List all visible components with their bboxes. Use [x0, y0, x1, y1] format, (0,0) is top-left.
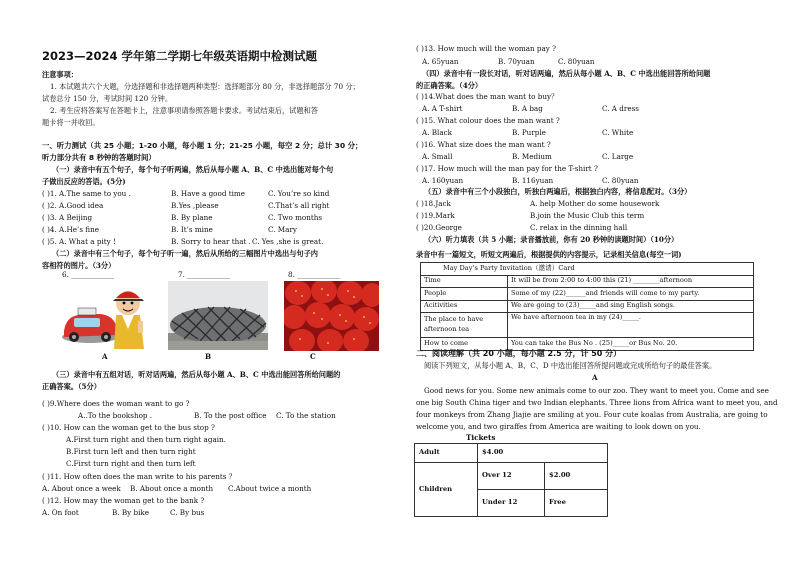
q10-a: A.First turn right and then turn right again. — [66, 435, 226, 444]
q15-a: A. Black — [422, 128, 453, 137]
q12-b: B. By bike — [112, 508, 149, 517]
row-value: It will be from 2:00 to 4:00 this (21) ________afternoon — [508, 275, 754, 288]
q14-b: B. A bag — [512, 104, 543, 113]
pic-question-7: 7. ____________ — [178, 270, 231, 279]
q5-b: B. Sorry to hear that . — [171, 237, 251, 246]
row-value: We have afternoon tea in my (24)_____. — [508, 313, 754, 338]
q10-b: B.First turn left and then turn right — [66, 447, 196, 456]
q16-a: A. Small — [422, 152, 453, 161]
q17-b: B. 116yuan — [512, 176, 554, 185]
table-row — [415, 463, 608, 490]
pic-label-a: A — [102, 352, 108, 361]
q1-b: B. Have a good time — [171, 189, 245, 198]
invitation-title: May Day’s Party Invitation（邀请）Card — [421, 263, 754, 276]
q11-b: B. About once a month — [130, 484, 214, 493]
q13-b: B. 70yuan — [498, 57, 535, 66]
q9-b: B. To the post office — [194, 411, 267, 420]
q1-c: C. You’re so kind — [268, 189, 330, 198]
q5-c: C. Yes ,she is great. — [252, 237, 324, 246]
q9-stem: ( )9.Where does the woman want to go ? — [42, 399, 190, 408]
q10-stem: ( )10. How can the woman get to the bus stop ? — [42, 423, 215, 432]
table-row — [421, 313, 754, 338]
q15-b: B. Purple — [512, 128, 546, 137]
q12-a: A. On foot — [42, 508, 79, 517]
q12-stem: ( )12. How may the woman get to the bank ? — [42, 496, 205, 505]
q17-c: C. 80yuan — [602, 176, 639, 185]
q9-c: C. To the station — [276, 411, 336, 420]
invitation-title-row — [421, 263, 754, 276]
tickets-table — [414, 443, 608, 517]
part2-instruction: （二）录音中有三个句子，每个句子听一遍，然后从所给的三幅图片中选出与句子内 — [52, 249, 318, 258]
q2-c: C.That’s all right — [268, 201, 330, 210]
q12-c: C. By bus — [170, 508, 205, 517]
notice-1b: 试卷总分 150 分，考试时间 120 分钟。 — [42, 94, 173, 103]
notice-heading: 注意事项： — [42, 70, 78, 79]
part3-instruction-2: 正确答案。（5分） — [42, 382, 101, 391]
stadium-picture — [168, 281, 268, 350]
q4-a: ( )4. A.He’s fine — [42, 225, 99, 234]
under-12-price: Free — [545, 490, 608, 517]
q3-a: ( )3. A Beijing — [42, 213, 93, 222]
part6-instruction: （六）听力填表（共 5 小题；录音播放前，你有 20 秒钟的读题时间）（10分） — [424, 235, 679, 244]
row-label: People — [421, 288, 508, 301]
q18-name: ( )18.Jack — [416, 199, 451, 208]
part3-instruction: （三）录音中有五组对话，听对话两遍，然后从每小题 A、B、C 中选出能回答所给问题的 — [52, 370, 341, 379]
passage-line-4: welcome you, and two giraffes from America are waiting to look down on you. — [416, 422, 701, 431]
strawberries-picture — [284, 281, 379, 351]
pic-question-8: 8. ____________ — [288, 270, 341, 279]
q9-a: A..To the bookshop . — [78, 411, 153, 420]
pic-label-c: C — [310, 352, 316, 361]
q16-b: B. Medium — [512, 152, 552, 161]
q5-a: ( )5. A. What a pity ! — [42, 237, 116, 246]
row-value: Some of my (22)______and friends will come to my party. — [508, 288, 754, 301]
part2-instruction-2: 容相符的图片。（3分） — [42, 261, 116, 270]
table-row — [421, 288, 754, 301]
notice-1a: 1. 本试题共六个大题，分选择题和非选择题两种类型：选择题部分 80 分，非选择题部分 70 分； — [50, 82, 360, 91]
adult-price: $4.00 — [478, 444, 608, 463]
q19-name: ( )19.Mark — [416, 211, 455, 220]
q2-b: B.Yes ,please — [171, 201, 219, 210]
passage-line-2: one big South China tiger and two Indian elephants. Three lions from Africa want to meet you, and — [416, 398, 778, 407]
q4-b: B. It’s mine — [171, 225, 213, 234]
pic-label-b: B — [205, 352, 212, 361]
section2-heading: 二、阅读理解（共 20 小题，每小题 2.5 分，计 50 分） — [416, 349, 622, 358]
q10-c: C.First turn right and then turn left — [66, 459, 196, 468]
q18-option: A. help Mother do some housework — [530, 199, 660, 208]
notice-2a: 2. 考生应将答案写在答题卡上，注意事项请参照答题卡要求。考试结束后，试题和答 — [50, 106, 318, 115]
q19-option: B.join the Music Club this term — [530, 211, 645, 220]
row-label — [421, 313, 508, 338]
q17-stem: ( )17. How much will the man pay for the T-shirt ? — [416, 164, 598, 173]
q20-option: C. relax in the dinning hall — [530, 223, 628, 232]
row-label: Acitivities — [421, 300, 508, 313]
tickets-caption: Tickets — [466, 433, 496, 442]
q14-a: A. A T-shirt — [422, 104, 463, 113]
section1-heading: 一、听力测试（共 25 小题；1-20 小题，每小题 1 分；21-25 小题，每空 2 分；总计 30 分； — [42, 141, 363, 150]
table-row — [421, 300, 754, 313]
row-label-line1: The place to have — [424, 315, 484, 324]
pic-question-6: 6. ____________ — [62, 270, 115, 279]
q3-b: B. By plane — [171, 213, 213, 222]
q13-c: C. 80yuan — [558, 57, 595, 66]
q13-stem: ( )13. How much will the woman pay ? — [416, 44, 556, 53]
part6-note: 录音中有一篇短文，听短文两遍后，根据提供的内容提示，记录相关信息(每空一词) — [416, 250, 682, 259]
passage-label: A — [592, 373, 598, 382]
row-value: We are going to (23)_____and sing English songs. — [508, 300, 754, 313]
passage-line-1: Good news for you. Some new animals come to our zoo. They want to meet you. Come and see — [424, 386, 769, 395]
q14-stem: ( )14.What does the man want to buy？ — [416, 92, 559, 101]
over-12-price: $2.00 — [545, 463, 608, 490]
notice-2b: 题卡将一并收回。 — [42, 118, 100, 127]
taxi-driver-picture — [60, 281, 155, 351]
q2-a: ( )2. A.Good idea — [42, 201, 104, 210]
row-label: Time — [421, 275, 508, 288]
q14-c: C. A dress — [602, 104, 639, 113]
row-label: How to come — [421, 338, 508, 351]
q16-stem: ( )16. What size does the man want ? — [416, 140, 551, 149]
q16-c: C. Large — [602, 152, 634, 161]
passage-line-3: four monkeys from Zhang Jiajie are smiling at you. Four cute koalas from Australia, are going to — [416, 410, 768, 419]
adult-label: Adult — [415, 444, 478, 463]
q4-c: C. Mary — [268, 225, 297, 234]
exam-title: 2023—2024 学年第二学期七年级英语期中检测试题 — [42, 49, 318, 63]
row-label-line2: afternoon tea — [424, 325, 470, 333]
q13-a: A. 65yuan — [422, 57, 459, 66]
table-row — [421, 275, 754, 288]
q20-name: ( )20.George — [416, 223, 462, 232]
q15-stem: ( )15. What colour does the man want ? — [416, 116, 560, 125]
part4-instruction-2: 的正确答案。（4分） — [416, 81, 483, 90]
row-value: You can take the Bus No . (25)_____or Bus No. 20. — [508, 338, 754, 351]
q3-c: C. Two months — [268, 213, 323, 222]
part1-instruction: （一）录音中有五个句子，每个句子听两遍，然后从每小题 A、B、C 中选出能对每个句 — [52, 165, 334, 174]
section2-instruction: 阅读下列短文，从每小题 A、B、C、D 中选出能回答所提问题或完成所给句子的最佳答案。 — [424, 361, 717, 370]
q11-c: C.About twice a month — [228, 484, 312, 493]
under-12-label: Under 12 — [478, 490, 545, 517]
over-12-label: Over 12 — [478, 463, 545, 490]
part1-instruction-2: 子做出反应的答语。(5分) — [42, 177, 126, 186]
part4-instruction: （四）录音中有一段长对话，听对话两遍，然后从每小题 A、B、C 中选出能回答所给问题 — [422, 69, 711, 78]
section1-heading-2: 听力部分共有 8 秒钟的答题时间） — [42, 153, 156, 162]
table-row — [415, 444, 608, 463]
q1-a: ( )1. A.The same to you . — [42, 189, 131, 198]
part5-instruction: （五）录音中有三个小段独白，听独白两遍后，根据独白内容，将信息配对。（3分） — [424, 187, 692, 196]
q11-stem: ( )11. How often does the man write to his parents ？ — [42, 472, 236, 481]
q15-c: C. White — [602, 128, 634, 137]
invitation-table — [420, 262, 754, 351]
q11-a: A. About once a week — [42, 484, 121, 493]
children-label: Children — [415, 463, 478, 517]
q17-a: A. 160yuan — [422, 176, 464, 185]
